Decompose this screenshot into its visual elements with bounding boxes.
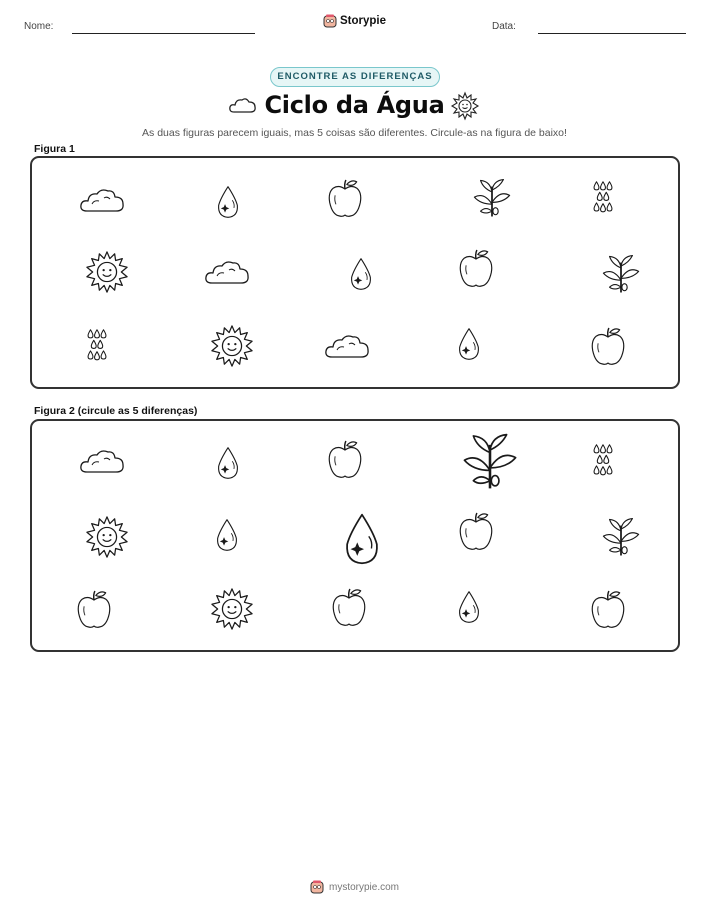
date-label: Data: <box>492 21 516 32</box>
drop-icon[interactable] <box>215 446 241 480</box>
drop-icon[interactable] <box>214 518 240 552</box>
cloud-icon <box>203 256 251 288</box>
sun-icon <box>85 250 129 294</box>
page-title: Ciclo da Água <box>264 91 445 119</box>
cloud-icon <box>78 184 126 216</box>
plant-icon <box>470 177 514 219</box>
instructions: As duas figuras parecem iguais, mas 5 coisas são diferentes. Circule-as na figura de baixo! <box>142 127 567 139</box>
plant-icon[interactable] <box>599 516 643 558</box>
plant-icon <box>599 253 643 295</box>
date-line[interactable] <box>538 33 686 34</box>
storypie-footer-logo-icon <box>310 880 324 894</box>
apple-icon[interactable] <box>331 586 367 628</box>
figure2-panel[interactable] <box>30 419 680 652</box>
apple-icon <box>458 247 494 289</box>
cloud-icon <box>323 330 371 362</box>
figure2-label: Figura 2 (circule as 5 diferenças) <box>34 405 198 417</box>
brand <box>323 14 386 28</box>
cloud-icon[interactable] <box>78 445 126 477</box>
rain-icon <box>84 327 110 365</box>
title-sun-icon <box>450 91 480 121</box>
rain-icon <box>590 179 616 217</box>
sun-icon[interactable] <box>210 587 254 631</box>
name-label: Nome: <box>24 21 54 32</box>
drop-icon <box>215 185 241 219</box>
storypie-logo-icon <box>323 14 337 28</box>
plant-icon[interactable] <box>458 431 522 492</box>
footer <box>0 880 709 894</box>
figure1-panel <box>30 156 680 389</box>
sun-icon[interactable] <box>85 515 129 559</box>
brand-name: Storypie <box>340 15 387 27</box>
apple-icon[interactable] <box>76 588 112 630</box>
drop-icon[interactable] <box>456 590 482 624</box>
name-line[interactable] <box>72 33 255 34</box>
drop-icon <box>348 257 374 291</box>
sun-icon <box>210 324 254 368</box>
apple-icon[interactable] <box>327 438 363 480</box>
activity-badge: ENCONTRE AS DIFERENÇAS <box>270 67 440 87</box>
apple-icon[interactable] <box>590 588 626 630</box>
drop-icon <box>456 327 482 361</box>
apple-icon <box>590 325 626 367</box>
drop-icon[interactable] <box>341 512 383 566</box>
footer-url: mystorypie.com <box>328 881 399 893</box>
rain-icon[interactable] <box>590 442 616 480</box>
apple-icon <box>327 177 363 219</box>
apple-icon[interactable] <box>458 510 494 552</box>
figure1-label: Figura 1 <box>34 143 75 155</box>
